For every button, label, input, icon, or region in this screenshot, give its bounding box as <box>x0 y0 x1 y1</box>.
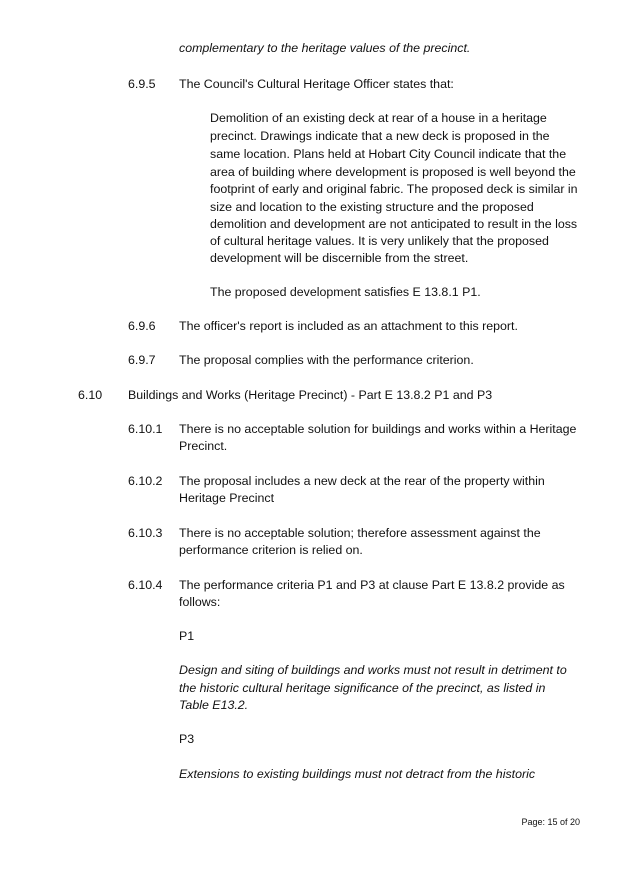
section-text-6-9-6: The officer's report is included as an attachment to this report. <box>179 319 518 333</box>
quote-line: footprint of early and original fabric. The proposed deck is similar in <box>210 182 578 196</box>
section-text-line: The performance criteria P1 and P3 at clause Part E 13.8.2 provide as <box>179 578 565 592</box>
page-number: Page: 15 of 20 <box>521 817 580 827</box>
section-text-6-9-5: The Council's Cultural Heritage Officer states that: <box>179 77 454 91</box>
section-number-6-9-7: 6.9.7 <box>128 353 156 367</box>
quote-line: Demolition of an existing deck at rear of a house in a heritage <box>210 111 547 125</box>
criterion-p3-line: Extensions to existing buildings must not detract from the historic <box>179 767 536 781</box>
section-text-line: performance criterion is relied on. <box>179 543 363 557</box>
section-number-6-10: 6.10 <box>78 388 103 402</box>
quote-line: of cultural heritage values. It is very unlikely that the proposed <box>210 234 549 248</box>
section-number-6-9-6: 6.9.6 <box>128 319 156 333</box>
quote-line: demolition and development are not anticipated to result in the loss <box>210 217 578 231</box>
section-text-line: Heritage Precinct <box>179 491 275 505</box>
quote-line: precinct. Drawings indicate that a new deck is proposed in the <box>210 129 550 143</box>
section-text-line: The proposal includes a new deck at the rear of the property within <box>179 474 545 488</box>
section-number-6-10-2: 6.10.2 <box>128 474 163 488</box>
section-text-line: follows: <box>179 595 221 609</box>
section-text-6-9-7: The proposal complies with the performance criterion. <box>179 353 474 367</box>
section-text-line: There is no acceptable solution; therefore assessment against the <box>179 526 541 540</box>
intro-line: complementary to the heritage values of the precinct. <box>179 41 471 55</box>
section-number-6-10-3: 6.10.3 <box>128 526 163 540</box>
quote-conclusion: The proposed development satisfies E 13.8.1 P1. <box>210 285 481 299</box>
quote-line: same location. Plans held at Hobart City Council indicate that the <box>210 147 567 161</box>
criterion-p1-line: Design and siting of buildings and works must not result in detriment to <box>179 663 567 677</box>
section-number-6-10-1: 6.10.1 <box>128 422 163 436</box>
criterion-p1-label: P1 <box>179 629 195 643</box>
criterion-p3-label: P3 <box>179 732 195 746</box>
section-heading-6-10: Buildings and Works (Heritage Precinct) - Part E 13.8.2 P1 and P3 <box>128 388 493 402</box>
quote-line: area of building where development is proposed is well beyond the <box>210 165 576 179</box>
section-text-line: Precinct. <box>179 439 228 453</box>
criterion-p1-line: Table E13.2. <box>179 698 249 712</box>
quote-line: development will be discernible from the street. <box>210 251 469 265</box>
quote-line: size and location to the existing structure and the proposed <box>210 200 534 214</box>
section-number-6-10-4: 6.10.4 <box>128 578 163 592</box>
criterion-p1-line: the historic cultural heritage significance of the precinct, as listed in <box>179 681 546 695</box>
section-number-6-9-5: 6.9.5 <box>128 77 156 91</box>
section-text-line: There is no acceptable solution for buildings and works within a Heritage <box>179 422 577 436</box>
